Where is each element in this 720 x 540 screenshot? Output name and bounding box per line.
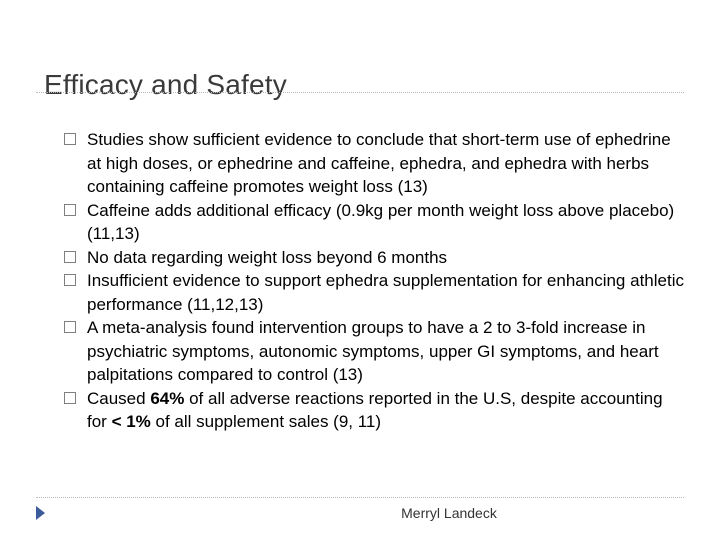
bullet-text: No data regarding weight loss beyond 6 months [87,247,448,267]
bullet-text: Caffeine adds additional efficacy (0.9kg per month weight loss above placebo) (11,13) [87,200,675,243]
bullet-text: of all supplement sales (9, 11) [150,412,382,431]
checkbox-square-icon [64,392,76,404]
bullet-item [64,199,684,246]
bullet-text: Caused [87,388,151,408]
bullet-text: Insufficient evidence to support ephedra supplementation for enhancing athletic performance (11,12,13) [87,271,684,314]
bullet-text: A meta-analysis found intervention groups to have a 2 to 3-fold increase in psychiatric symptoms, autonomic symptoms, upper GI symptoms, and heart palpitations compared to control (13) [87,318,659,384]
bullet-item [64,316,684,387]
bullet-item [64,128,684,199]
checkbox-square-icon [64,133,76,145]
checkbox-square-icon [64,274,76,286]
checkbox-square-icon [64,251,76,263]
bullet-item [64,387,684,434]
footer-author: Merryl Landeck [401,505,497,521]
bullet-item [64,269,684,316]
checkbox-square-icon [64,321,76,333]
bullet-list [64,128,684,434]
bullet-emphasis: 64% [150,388,185,408]
bullet-emphasis: < 1% [111,412,151,431]
footer-divider [36,497,684,498]
bullet-text: of all adverse reactions reported in the U.S, despite accounting for [87,388,663,431]
bullet-text: Studies show sufficient evidence to conclude that short-term use of ephedrine at high doses, or ephedrine and caffeine, ephedra, and ephedra with herbs containing caffeine promotes weight loss (13) [87,130,671,196]
bullet-item [64,246,684,270]
title-divider [36,92,684,93]
footer [0,505,720,521]
slide-title: Efficacy and Safety [44,68,287,100]
checkbox-square-icon [64,204,76,216]
